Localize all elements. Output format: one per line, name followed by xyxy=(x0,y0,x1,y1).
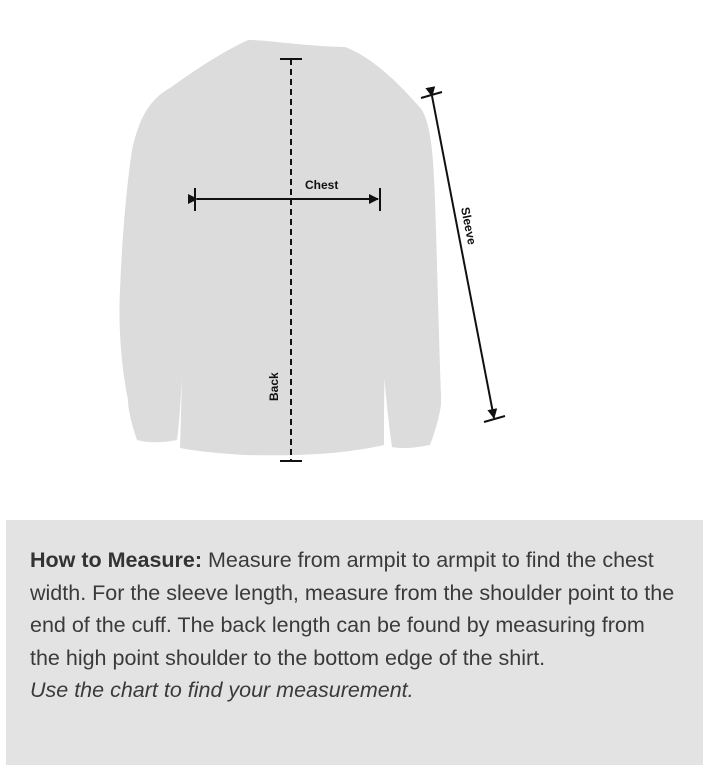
back-label: Back xyxy=(267,372,281,401)
how-to-measure-box xyxy=(6,520,703,765)
sleeve-measure-line xyxy=(432,96,494,418)
how-to-measure-body: Measure from armpit to armpit to find the chest width. For the sleeve length, measure from the shoulder point to the end of the cuff. The back length can be found by measuring from the high point shoulder to the bottom edge of the shirt. xyxy=(30,548,675,670)
chart-note: Use the chart to find your measurement. xyxy=(30,678,414,702)
how-to-measure-heading: How to Measure: xyxy=(30,548,203,572)
sleeve-label: Sleeve xyxy=(458,205,480,246)
how-to-measure-text xyxy=(30,544,679,674)
chest-label: Chest xyxy=(305,178,339,192)
